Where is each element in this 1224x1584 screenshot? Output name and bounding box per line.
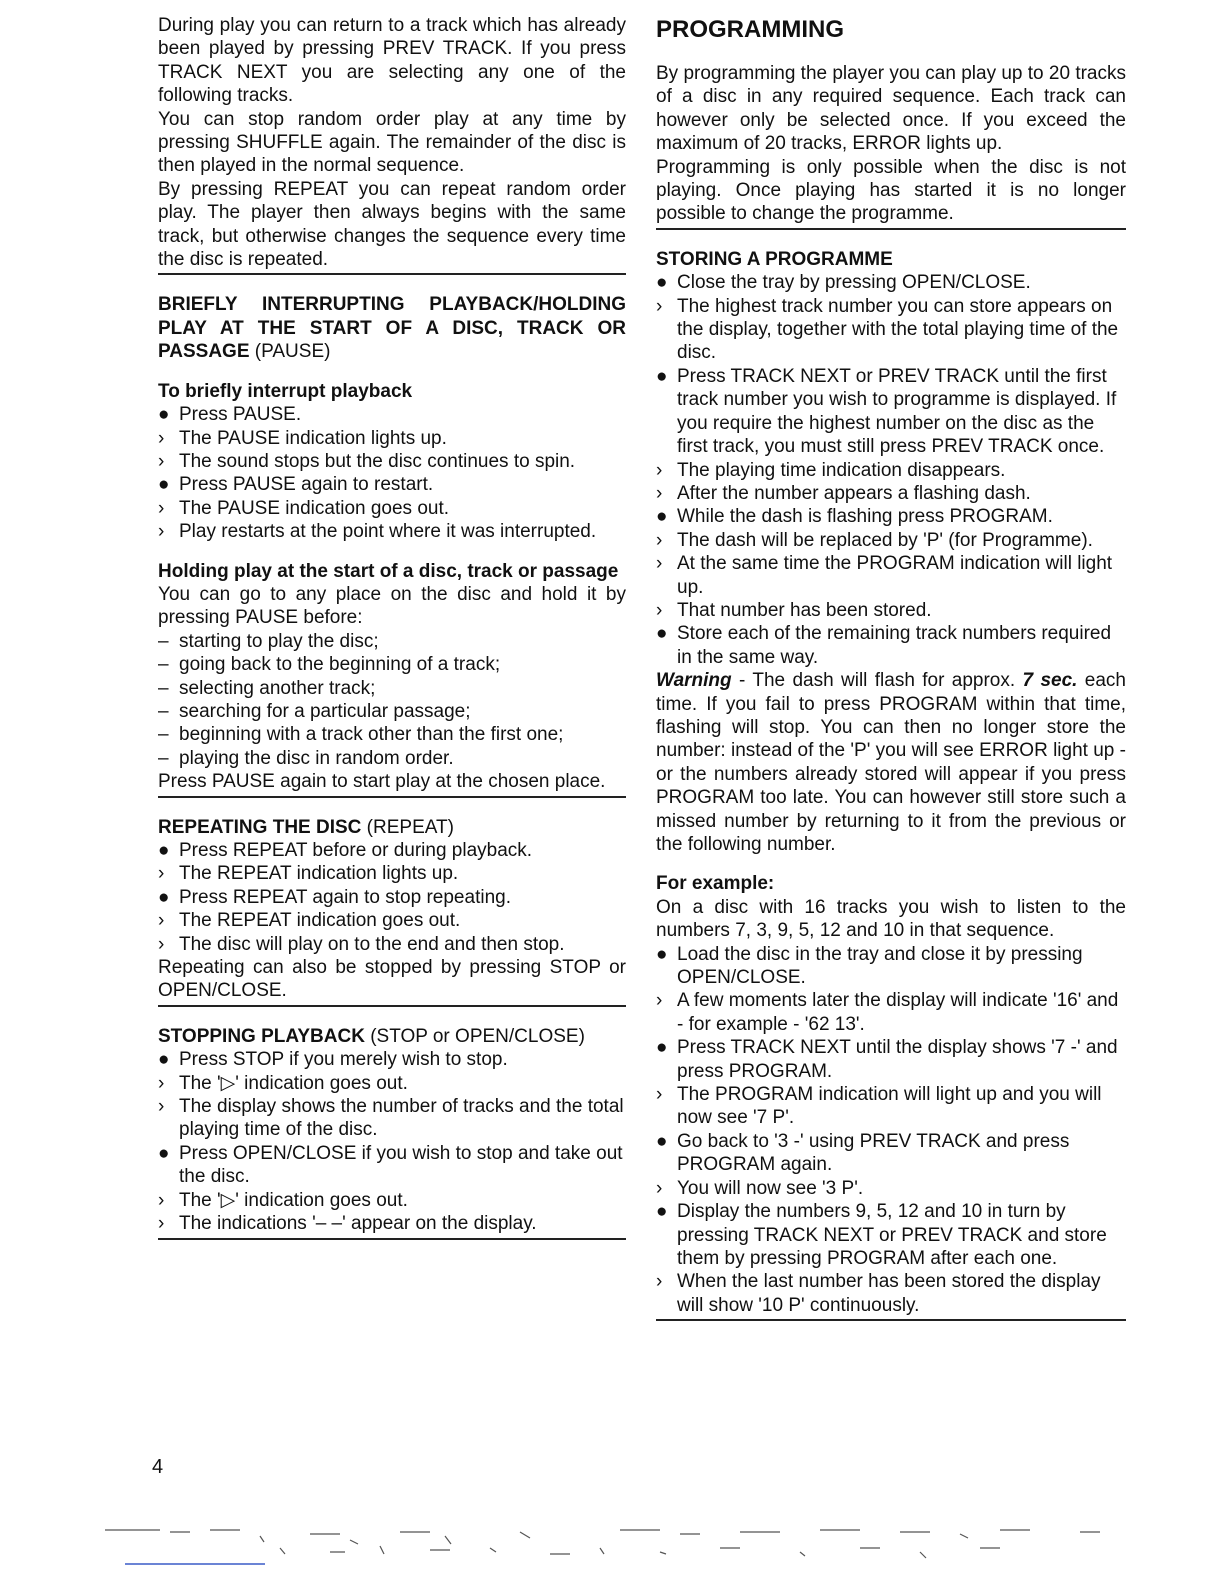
warning-mid: - The dash will flash for approx. <box>731 670 1023 692</box>
step-text: The PAUSE indication lights up. <box>179 427 447 449</box>
step-text: While the dash is flashing press PROGRAM. <box>677 506 1053 528</box>
action-step <box>158 473 626 496</box>
step-text: The playing time indication disappears. <box>677 459 1006 481</box>
action-step <box>158 1048 626 1071</box>
arrow-icon: › <box>158 1072 165 1094</box>
intro-paragraph: During play you can return to a track which has already been played by pressing PREV TRACK. If you press TRACK NEXT you are selecting any one of the following tracks. <box>158 15 626 107</box>
hold-subheading: Holding play at the start of a disc, track or passage <box>158 560 619 582</box>
bullet-icon: ● <box>656 623 668 645</box>
arrow-icon: › <box>158 1096 165 1118</box>
page-number: 4 <box>152 1456 164 1478</box>
action-step <box>656 365 1126 459</box>
step-list <box>158 403 626 543</box>
step-text: Load the disc in the tray and close it by pressing OPEN/CLOSE. <box>677 943 1083 989</box>
repeat-section <box>158 816 626 1003</box>
action-step <box>158 1142 626 1189</box>
repeat-outro: Repeating can also be stopped by pressing STOP or OPEN/CLOSE. <box>158 957 626 1002</box>
stop-section <box>158 1025 626 1236</box>
bullet-icon: ● <box>158 840 170 861</box>
step-text: Press TRACK NEXT or PREV TRACK until the first track number you wish to programme is displayed. If you require the highest number on the disc as the first track, you must still press PREV TRACK once. <box>677 365 1117 458</box>
step-text: The sound stops but the disc continues to spin. <box>179 450 576 472</box>
bullet-icon: ● <box>158 886 170 908</box>
result-step <box>158 933 626 956</box>
step-text: The highest track number you can store appears on the display, together with the total playing time of the disc. <box>677 295 1119 364</box>
arrow-icon: › <box>656 482 663 504</box>
warning-time: 7 sec. <box>1022 670 1078 692</box>
dash-text: selecting another track; <box>179 677 376 699</box>
warning-paragraph <box>656 669 1126 856</box>
step-text: The display shows the number of tracks and the total playing time of the disc. <box>179 1096 624 1141</box>
result-step <box>656 295 1126 365</box>
result-step <box>656 989 1126 1036</box>
action-step <box>158 839 626 862</box>
step-text: The '▷' indication goes out. <box>179 1189 408 1211</box>
action-step <box>656 622 1126 669</box>
warning-label: Warning <box>656 670 732 692</box>
hold-intro: You can go to any place on the disc and hold it by pressing PAUSE before: <box>158 583 626 629</box>
step-text: That number has been stored. <box>677 599 932 621</box>
stop-heading-bold: STOPPING PLAYBACK <box>158 1025 365 1047</box>
result-step <box>158 450 626 473</box>
result-step <box>656 552 1126 599</box>
step-text: Play restarts at the point where it was interrupted. <box>179 521 597 543</box>
right-column <box>656 14 1126 1339</box>
step-text: The '▷' indication goes out. <box>179 1072 408 1094</box>
bullet-icon: ● <box>158 1142 170 1164</box>
arrow-icon: › <box>158 933 165 955</box>
section-divider <box>656 1319 1126 1321</box>
arrow-icon: › <box>158 427 165 449</box>
dash-text: starting to play the disc; <box>179 630 379 652</box>
bullet-icon: ● <box>656 1130 668 1152</box>
result-step <box>656 599 1126 622</box>
result-step <box>158 427 626 450</box>
section-divider <box>158 1238 626 1240</box>
section-divider <box>158 273 626 275</box>
dash-item <box>158 653 626 676</box>
step-text: Press PAUSE again to restart. <box>179 474 434 496</box>
step-text: The REPEAT indication goes out. <box>179 910 461 932</box>
example-heading: For example: <box>656 873 775 895</box>
step-text: Go back to '3 -' using PREV TRACK and press PROGRAM again. <box>677 1130 1070 1176</box>
dash-list <box>158 630 626 770</box>
step-text: Press PAUSE. <box>179 404 302 426</box>
dash-text: beginning with a track other than the first one; <box>179 724 564 746</box>
programming-intro: By programming the player you can play up to 20 tracks of a disc in any required sequence. Each track can however only be selected once. If you exceed the maximum of 20 tracks, ERROR lights up. <box>656 63 1126 155</box>
result-step <box>158 862 626 885</box>
arrow-icon: › <box>656 553 663 575</box>
bullet-icon: ● <box>656 272 668 294</box>
dash-text: playing the disc in random order. <box>179 747 454 769</box>
action-step <box>656 1200 1126 1270</box>
result-step <box>656 1177 1126 1200</box>
step-text: A few moments later the display will indicate '16' and - for example - '62 13'. <box>677 990 1119 1035</box>
action-step <box>656 943 1126 990</box>
step-text: The REPEAT indication lights up. <box>179 863 459 885</box>
dash-item <box>158 700 626 723</box>
result-step <box>158 1212 626 1235</box>
arrow-icon: › <box>158 521 165 543</box>
result-step <box>158 1189 626 1212</box>
bullet-icon: ● <box>656 365 668 387</box>
action-step <box>656 1130 1126 1177</box>
step-text: After the number appears a flashing dash. <box>677 482 1031 504</box>
dash-item <box>158 677 626 700</box>
arrow-icon: › <box>656 1177 663 1199</box>
step-list <box>158 839 626 956</box>
section-divider <box>158 796 626 798</box>
action-step <box>656 505 1126 528</box>
stop-heading <box>158 1025 626 1048</box>
storing-section <box>656 248 1126 857</box>
bullet-icon: ● <box>656 1201 668 1223</box>
bullet-icon: ● <box>158 474 170 496</box>
repeat-heading-bold: REPEATING THE DISC <box>158 816 362 838</box>
repeat-heading <box>158 816 626 839</box>
arrow-icon: › <box>158 1213 165 1235</box>
stop-heading-normal: (STOP or OPEN/CLOSE) <box>364 1025 585 1047</box>
arrow-icon: › <box>656 295 663 317</box>
dash-item <box>158 747 626 770</box>
arrow-icon: › <box>158 910 165 932</box>
result-step <box>656 459 1126 482</box>
step-text: The indications '– –' appear on the display. <box>179 1213 537 1235</box>
intro-paragraph: By pressing REPEAT you can repeat random order play. The player then always begins with the same track, but otherwise changes the sequence every time the disc is repeated. <box>158 178 626 271</box>
dash-icon: – <box>158 700 169 722</box>
dash-item <box>158 630 626 653</box>
step-text: At the same time the PROGRAM indication will light up. <box>677 553 1113 598</box>
action-step <box>656 1036 1126 1083</box>
bullet-icon: ● <box>656 506 668 528</box>
result-step <box>656 1083 1126 1130</box>
dash-icon: – <box>158 654 169 676</box>
programming-title: PROGRAMMING <box>656 16 844 43</box>
arrow-icon: › <box>656 459 663 481</box>
result-step <box>656 529 1126 552</box>
arrow-icon: › <box>158 1189 165 1211</box>
step-text: The disc will play on to the end and then stop. <box>179 933 565 955</box>
step-text: The dash will be replaced by 'P' (for Programme). <box>677 529 1093 551</box>
warning-rest: each time. If you fail to press PROGRAM within that time, flashing will stop. You can then no longer store the number: instead of the 'P' you will see ERROR light up - or the numbers already stored will appear if you press PROGRAM too late. You can however still store such a missed number by returning to it from the previous or the following number. <box>656 670 1126 855</box>
step-text: Press OPEN/CLOSE if you wish to stop and take out the disc. <box>179 1142 623 1188</box>
result-step <box>158 520 626 543</box>
arrow-icon: › <box>656 599 663 621</box>
dash-text: going back to the beginning of a track; <box>179 654 501 676</box>
arrow-icon: › <box>656 1271 663 1293</box>
pause-heading <box>158 293 626 363</box>
result-step <box>656 1270 1126 1317</box>
step-text: Close the tray by pressing OPEN/CLOSE. <box>677 272 1031 294</box>
arrow-icon: › <box>158 863 165 885</box>
arrow-icon: › <box>158 497 165 519</box>
step-text: When the last number has been stored the display will show '10 P' continuously. <box>677 1271 1101 1316</box>
result-step <box>158 497 626 520</box>
step-list <box>158 1048 626 1235</box>
result-step <box>656 482 1126 505</box>
bullet-icon: ● <box>158 1049 170 1071</box>
left-column <box>158 14 626 1258</box>
result-step <box>158 1095 626 1142</box>
pause-outro: Press PAUSE again to start play at the chosen place. <box>158 771 606 793</box>
step-text: You will now see '3 P'. <box>677 1177 864 1199</box>
pause-subheading: To briefly interrupt playback <box>158 380 413 402</box>
storing-heading: STORING A PROGRAMME <box>656 248 893 270</box>
step-text: Display the numbers 9, 5, 12 and 10 in turn by pressing TRACK NEXT or PREV TRACK and store them by pressing PROGRAM after each one. <box>677 1201 1107 1269</box>
dash-icon: – <box>158 630 169 652</box>
pause-section <box>158 293 626 793</box>
scan-noise <box>100 1518 1140 1568</box>
arrow-icon: › <box>656 1084 663 1106</box>
step-text: Press REPEAT before or during playback. <box>179 840 533 861</box>
pause-heading-normal: (PAUSE) <box>249 341 331 363</box>
dash-item <box>158 723 626 746</box>
step-list <box>656 271 1126 669</box>
programming-intro: Programming is only possible when the disc is not playing. Once playing has started it is no longer possible to change the programme. <box>656 156 1126 225</box>
dash-icon: – <box>158 747 169 769</box>
action-step <box>656 271 1126 294</box>
step-text: Press REPEAT again to stop repeating. <box>179 886 511 908</box>
step-list <box>656 943 1126 1318</box>
intro-paragraph: You can stop random order play at any time by pressing SHUFFLE again. The remainder of the disc is then played in the normal sequence. <box>158 108 626 177</box>
example-intro: On a disc with 16 tracks you wish to listen to the numbers 7, 3, 9, 5, 12 and 10 in that sequence. <box>656 896 1126 942</box>
dash-icon: – <box>158 724 169 746</box>
action-step <box>158 403 626 426</box>
result-step <box>158 1072 626 1095</box>
action-step <box>158 886 626 909</box>
bullet-icon: ● <box>656 1037 668 1059</box>
dash-text: searching for a particular passage; <box>179 700 471 722</box>
step-text: Press STOP if you merely wish to stop. <box>179 1049 508 1071</box>
step-text: Store each of the remaining track numbers required in the same way. <box>677 623 1112 668</box>
arrow-icon: › <box>158 450 165 472</box>
step-text: The PROGRAM indication will light up and you will now see '7 P'. <box>677 1084 1102 1129</box>
arrow-icon: › <box>656 529 663 551</box>
arrow-icon: › <box>656 990 663 1012</box>
repeat-heading-normal: (REPEAT) <box>361 816 454 838</box>
section-divider <box>656 228 1126 230</box>
example-section <box>656 872 1126 1317</box>
bullet-icon: ● <box>656 943 668 965</box>
dash-icon: – <box>158 677 169 699</box>
section-divider <box>158 1005 626 1007</box>
step-text: Press TRACK NEXT until the display shows '7 -' and press PROGRAM. <box>677 1037 1118 1082</box>
bullet-icon: ● <box>158 404 170 426</box>
step-text: The PAUSE indication goes out. <box>179 497 450 519</box>
pause-heading-bold: BRIEFLY INTERRUPTING PLAYBACK/HOLDING PLAY AT THE START OF A DISC, TRACK OR PASSAGE <box>158 294 626 363</box>
result-step <box>158 909 626 932</box>
